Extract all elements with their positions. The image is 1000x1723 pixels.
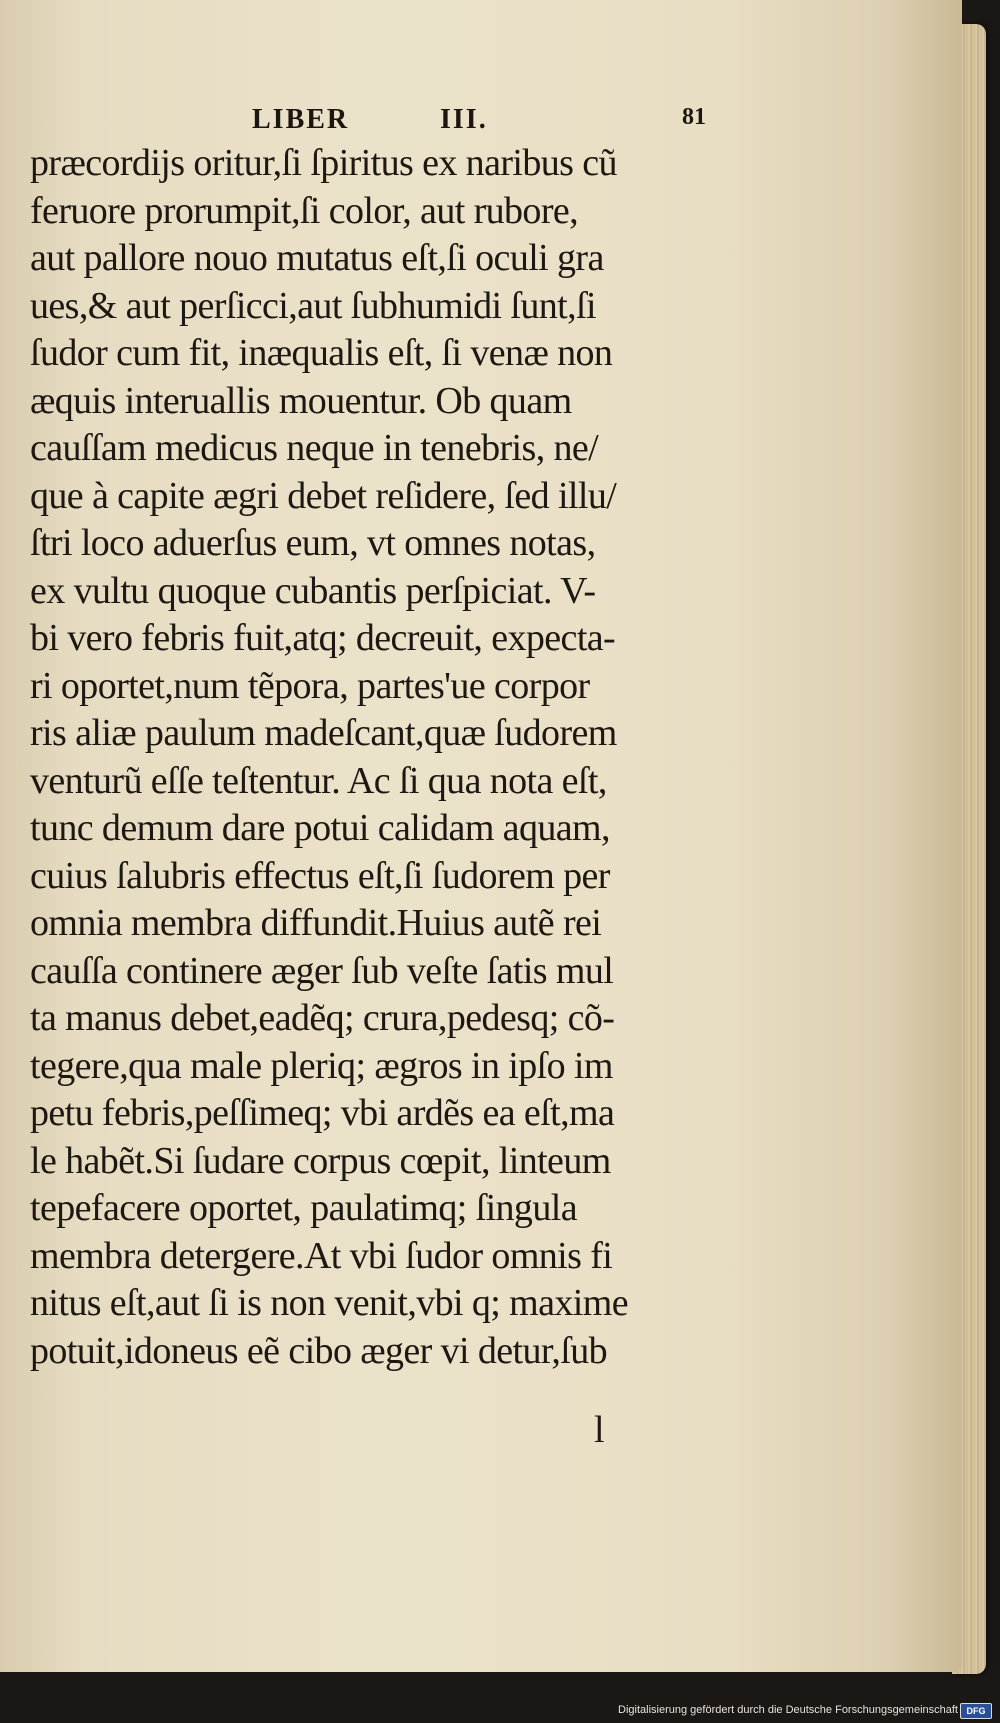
- text-line: que à capite ægri debet reſidere, ſed illu/: [30, 474, 617, 517]
- text-line: æquis interuallis mouentur. Ob quam: [30, 379, 572, 422]
- digitization-credit: Digitalisierung gefördert durch die Deutsche Forschungsgemeinschaft: [618, 1704, 958, 1716]
- text-line: cauſſa continere æger ſub veſte ſatis mul: [30, 949, 614, 992]
- text-line: præcordijs oritur,ſi ſpiritus ex naribus cũ: [30, 142, 617, 184]
- text-line: cuius ſalubris effectus eſt,ſi ſudorem per: [30, 854, 610, 897]
- text-line: membra detergere.At vbi ſudor omnis fi: [30, 1234, 613, 1277]
- text-line: ex vultu quoque cubantis perſpiciat. V-: [30, 569, 596, 612]
- text-line: tepefacere oportet, paulatimq; ſingula: [30, 1187, 577, 1229]
- text-line: venturũ eſſe teſtentur. Ac ſi qua nota eſt,: [30, 759, 607, 802]
- text-line: ſudor cum fit, inæqualis eſt, ſi venæ non: [30, 332, 613, 374]
- text-line: cauſſam medicus neque in tenebris, ne/: [30, 427, 599, 469]
- text-block: [30, 140, 720, 1375]
- text-line: le habẽt.Si ſudare corpus cœpit, linteum: [30, 1139, 611, 1182]
- running-head: [0, 104, 962, 144]
- running-head-book-number: III.: [440, 104, 488, 135]
- signature-mark: l: [594, 1409, 605, 1451]
- text-line: tunc demum dare potui calidam aquam,: [30, 807, 610, 849]
- text-line: ſtri loco aduerſus eum, vt omnes notas,: [30, 522, 596, 564]
- text-line: omnia membra diffundit.Huius autẽ rei: [30, 902, 602, 944]
- dfg-logo: DFG: [960, 1703, 992, 1719]
- text-line: ta manus debet,eadẽq; crura,pedesq; cõ-: [30, 997, 615, 1039]
- text-line: ri oportet,num tẽpora, partes'ue corpor: [30, 664, 590, 707]
- folio-number: 81: [682, 104, 706, 130]
- text-line: nitus eſt,aut ſi is non venit,vbi q; maxime: [30, 1282, 628, 1324]
- running-head-book: LIBER: [252, 104, 350, 135]
- text-line: tegere,qua male pleriq; ægros in ipſo im: [30, 1044, 613, 1087]
- text-line: ues,& aut perſicci,aut ſubhumidi ſunt,ſi: [30, 284, 596, 327]
- footer-bar: [0, 1698, 1000, 1723]
- text-line: potuit,idoneus eẽ cibo æger vi detur,ſub: [30, 1329, 608, 1372]
- text-line: ris aliæ paulum madeſcant,quæ ſudorem: [30, 712, 617, 754]
- text-line: bi vero febris fuit,atq; decreuit, expecta-: [30, 617, 616, 659]
- text-line: feruore prorumpit,ſi color, aut rubore,: [30, 189, 579, 232]
- text-line: petu febris,peſſimeq; vbi ardẽs ea eſt,ma: [30, 1092, 615, 1134]
- text-line: aut pallore nouo mutatus eſt,ſi oculi gra: [30, 237, 604, 279]
